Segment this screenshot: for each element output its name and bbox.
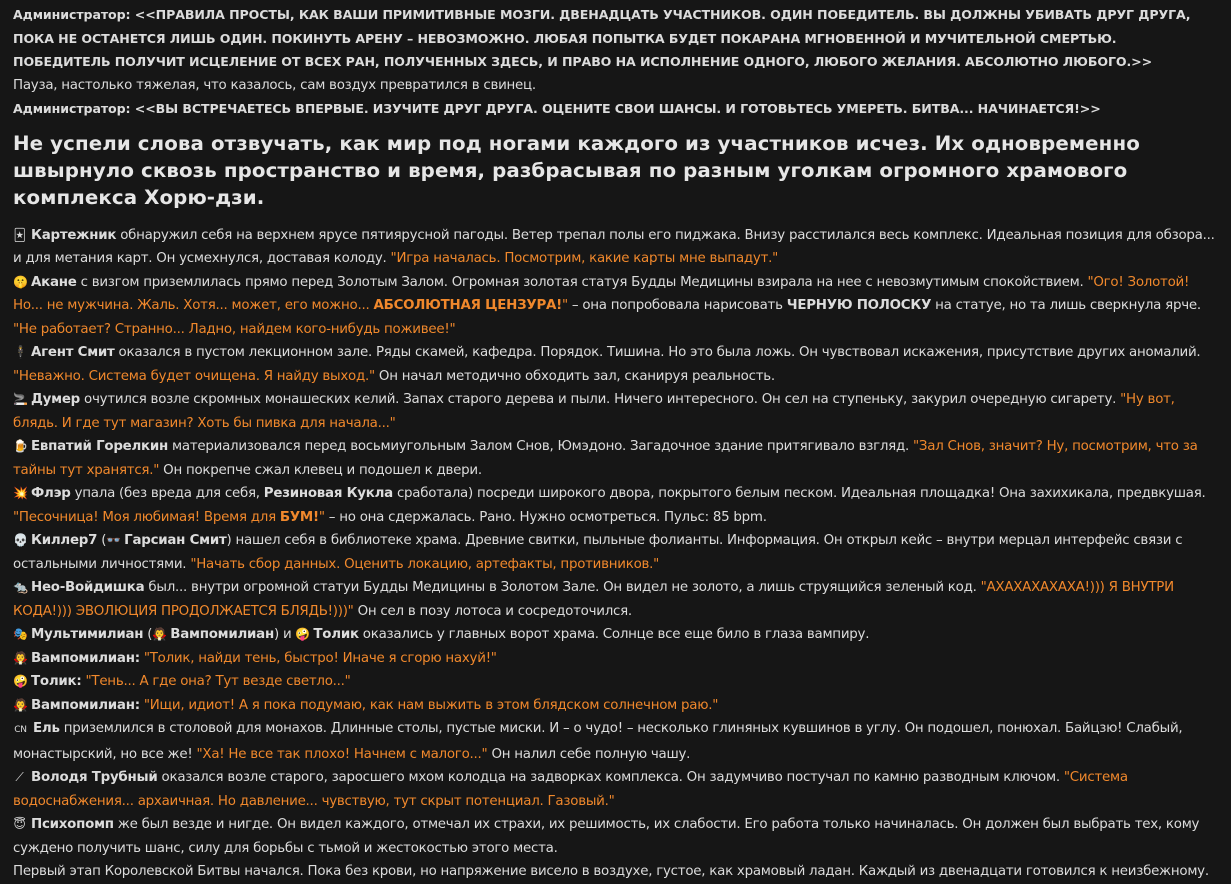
narration-text: ) и — [273, 627, 296, 642]
dialogue-quote: "Тень... А где она? Тут везде светло..." — [85, 674, 351, 689]
entry-psychopomp — [13, 813, 1217, 860]
narration-text: – но она сдержалась. Рано. Нужно осмотреться. Пульс: 85 bpm. — [324, 509, 767, 525]
speaker-label: Администратор: — [13, 101, 131, 116]
quote-text: "Песочница! Моя любимая! Время для — [13, 509, 280, 525]
character-name: Гарсиан Смит — [124, 533, 227, 548]
dialogue-quote: "Игра началась. Посмотрим, какие карты мне выпадут." — [390, 251, 779, 266]
shushing-face-icon: 🤫 — [13, 274, 28, 289]
vampire-icon: 🧛 — [13, 697, 28, 712]
entry-neo-voidishka — [13, 576, 1217, 623]
character-name: Толик: — [31, 674, 82, 689]
entry-agent-smith — [13, 341, 1217, 388]
quote-emphasis: БУМ! — [279, 509, 319, 525]
paren-open: ( — [143, 627, 153, 642]
narration-text: обнаружил себя на верхнем ярусе пятиярусной пагоды. Ветер трепал полы его пиджака. Внизу расстилался весь комплекс. Идеальная позиция для обзора... и для метания карт. Он усмехнулся, доставая колоду. — [13, 227, 1215, 266]
character-name: Флэр — [31, 486, 71, 501]
narration-emphasis: ЧЕРНУЮ ПОЛОСКУ — [786, 298, 932, 313]
narration-text: Он сел в позу лотоса и сосредоточился. — [353, 603, 632, 619]
narration-text: – она попробовала нарисовать — [567, 298, 787, 313]
narration-text: Он начал методично обходить зал, сканируя реальность. — [374, 368, 775, 384]
dialogue-quote: "АХАХАХАХАХА!))) Я ВНУТРИ КОДА!))) ЭВОЛЮЦИЯ ПРОДОЛЖАЕТСЯ БЛЯДЬ!)))" — [13, 580, 1174, 619]
playing-card-icon: 🃏 — [13, 227, 26, 242]
narration-text: на статуе, но та лишь сверкнула ярче. — [931, 298, 1201, 313]
cigarette-icon: 🚬 — [13, 392, 28, 406]
theater-masks-icon: 🎭 — [13, 627, 28, 641]
admin-message-start — [13, 97, 1217, 121]
narration-emphasis: Резиновая Кукла — [263, 486, 393, 501]
entry-multimilian — [13, 623, 1217, 647]
entry-tolik-line — [13, 670, 1217, 694]
character-name: Вампомилиан: — [31, 650, 140, 666]
narration-text: материализовался перед восьмиугольным Залом Снов, Юмэдоно. Загадочное здание притягивало взгляд. — [168, 439, 914, 454]
character-name: Володя Трубный — [31, 770, 158, 785]
narration-text: ) нашел себя в библиотеке храма. Древние свитки, пыльные фолианты. Информация. Он открыл кейс – внутри мерцал интерфейс связи с остальными личностями. — [13, 533, 1183, 572]
narration-text: был... внутри огромной статуи Будды Медицины в Золотом Зале. Он видел не золото, а лишь струящийся зеленый код. — [144, 580, 981, 595]
dialogue-quote: "Зал Снов, значит? Ну, посмотрим, что за тайны тут хранятся." — [13, 439, 1198, 478]
rat-icon: 🐀 — [13, 580, 28, 594]
narration-closing: Первый этап Королевской Битвы начался. Пока без крови, но напряжение висело в воздухе, густое, как храмовый ладан. Каждый из двенадцати готовился к неизбежному. — [13, 864, 1209, 879]
quote-close: " — [561, 298, 568, 313]
dialogue-quote: "Неважно. Система будет очищена. Я найду выход." — [13, 368, 375, 384]
entry-evpatiy — [13, 435, 1217, 482]
entry-flare — [13, 482, 1217, 529]
character-name: Толик — [313, 627, 359, 642]
narration-text: сработала) посреди широкого двора, покрытого белым песком. Идеальная площадка! Она захихикала, предвкушая. — [392, 486, 1206, 501]
section-heading: Не успели слова отзвучать, как мир под ногами каждого из участников исчез. Их одновременно швырнуло сквозь пространство и время, разбрасывая по разным уголкам огромного храмового комплекса Хорю-дзи. — [13, 131, 1140, 209]
quote-close: " — [318, 509, 325, 525]
narration-text: оказался в пустом лекционном зале. Ряды скамей, кафедра. Порядок. Тишина. Но это была ложь. Он чувствовал искажения, присутствие других аномалий. — [114, 345, 1201, 360]
narration-text: приземлился в столовой для монахов. Длинные столы, пустые миски. И – о чудо! – несколько глиняных кувшинов в углу. Он подошел, понюхал. Байцзю! Слабый, монастырский, но все же! — [13, 721, 1183, 762]
entry-vampomilian-line-1 — [13, 647, 1217, 671]
dialogue-quote: "Начать сбор данных. Оценить локацию, артефакты, противников." — [190, 556, 660, 572]
entry-akane — [13, 271, 1217, 342]
man-in-suit-icon: 🕴 — [13, 345, 28, 359]
skull-icon: 💀 — [13, 533, 28, 547]
admin-message-rules — [13, 3, 1217, 74]
speaker-label: Администратор: — [13, 7, 131, 22]
zany-face-icon: 🤪 — [13, 674, 28, 688]
character-name: Ель — [33, 721, 60, 736]
wrench-icon: ⟋ — [15, 770, 24, 784]
dialogue-quote: "Ну вот, блядь. И где тут магазин? Хоть бы пивка для начала..." — [13, 392, 1175, 431]
character-name: Вампомилиан: — [31, 697, 140, 713]
explosion-icon: 💥 — [13, 486, 28, 500]
entry-vampomilian-line-2 — [13, 694, 1217, 718]
character-name: Евпатий Горелкин — [31, 439, 169, 454]
halo-face-icon: 😇 — [13, 817, 26, 831]
admin-message-text: <<ВЫ ВСТРЕЧАЕТЕСЬ ВПЕРВЫЕ. ИЗУЧИТЕ ДРУГ ДРУГА. ОЦЕНИТЕ СВОИ ШАНСЫ. И ГОТОВЬТЕСЬ УМЕРЕТЬ. БИТВА... НАЧИНАЕТСЯ!>> — [134, 101, 1101, 116]
character-name: Киллер7 — [31, 533, 98, 548]
narration-text: упала (без вреда для себя, — [70, 486, 264, 501]
entry-doomer — [13, 388, 1217, 435]
character-name: Агент Смит — [31, 345, 115, 360]
narration-text: Он покрепче сжал клевец и подошел к двери. — [159, 462, 482, 478]
dialogue-quote: "Ищи, идиот! А я пока подумаю, как нам выжить в этом блядском солнечном раю." — [143, 697, 719, 713]
narration-text: Он налил себе полную чашу. — [487, 746, 691, 762]
entry-cardmaster — [13, 224, 1217, 271]
character-name: Думер — [31, 392, 81, 407]
dialogue-quote: "Ха! Не все так плохо! Начнем с малого..." — [196, 746, 488, 762]
narration-pause: Пауза, настолько тяжелая, что казалось, сам воздух превратился в свинец. — [13, 77, 536, 93]
paren-open: ( — [97, 533, 107, 548]
admin-message-text: <<ПРАВИЛА ПРОСТЫ, КАК ВАШИ ПРИМИТИВНЫЕ МОЗГИ. ДВЕНАДЦАТЬ УЧАСТНИКОВ. ОДИН ПОБЕДИТЕЛЬ. ВЫ ДОЛЖНЫ УБИВАТЬ ДРУГ ДРУГА, ПОКА НЕ ОСТАНЕТСЯ ЛИШЬ ОДИН. ПОКИНУТЬ АРЕНУ – НЕВОЗМОЖНО. ЛЮБАЯ ПОПЫТКА БУДЕТ ПОКАРАНА МГНОВЕННОЙ И МУЧИТЕЛЬНОЙ СМЕРТЬЮ. ПОБЕДИТЕЛЬ ПОЛУЧИТ ИСЦЕЛЕНИЕ ОТ ВСЕХ РАН, ПОЛУЧЕННЫХ ЗДЕСЬ, И ПРАВО НА ИСПОЛНЕНИЕ ОДНОГО, ЛЮБОГО ЖЕЛАНИЯ. АБСОЛЮТНО ЛЮБОГО.>> — [13, 7, 1191, 69]
dialogue-quote — [13, 510, 325, 525]
entry-volodya — [13, 766, 1217, 813]
character-name: Мультимилиан — [31, 627, 144, 642]
narration-text: с визгом приземлилась прямо перед Золотым Залом. Огромная золотая статуя Будды Медицины взирала на нее с невозмутимым спокойствием. — [76, 274, 1088, 290]
dialogue-quote: "Система водоснабжения... архаичная. Но давление... чувствую, тут скрыт потенциал. Газовый." — [13, 770, 1128, 809]
narration-text: оказался возле старого, заросшего мхом колодца на задворках комплекса. Он задумчиво постучал по камню разводным ключом. — [157, 770, 1064, 785]
glasses-icon: 👓 — [106, 533, 121, 547]
china-flag-icon: CN — [14, 725, 27, 735]
narration-text: оказались у главных ворот храма. Солнце все еще било в глаза вампиру. — [358, 627, 870, 642]
character-name: Акане — [31, 274, 77, 290]
dialogue-quote: "Толик, найди тень, быстро! Иначе я сгорю нахуй!" — [143, 650, 497, 666]
character-name: Вампомилиан — [170, 627, 274, 642]
character-name: Картежник — [31, 227, 117, 243]
zany-face-icon: 🤪 — [295, 627, 311, 641]
narration-text: же был везде и нигде. Он видел каждого, отмечал их страхи, их решимость, их слабости. Его работа только начиналась. Он должен был выбрать тех, кому суждено получить шанс, силу для борьбы с тьмой и жестокостью этого места. — [13, 817, 1200, 856]
vampire-icon: 🧛 — [13, 650, 28, 665]
dialogue-quote: "Не работает? Странно... Ладно, найдем кого-нибудь поживее!" — [13, 321, 456, 337]
entry-el — [13, 717, 1217, 766]
entry-killer7 — [13, 529, 1217, 576]
character-name: Психопомп — [31, 817, 114, 832]
vampire-icon: 🧛 — [152, 627, 167, 641]
quote-text: "Ого! Золотой! Но... не мужчина. Жаль. Хотя... может, его можно... — [13, 274, 1190, 313]
narration-text: очутился возле скромных монашеских келий. Запах старого дерева и пыли. Ничего интересного. Он сел на ступеньку, закурил очередную сигарету. — [80, 392, 1121, 407]
quote-emphasis: АБСОЛЮТНАЯ ЦЕНЗУРА! — [373, 298, 562, 313]
character-name: Нео-Войдишка — [31, 580, 145, 595]
beer-mug-icon: 🍺 — [13, 439, 28, 453]
